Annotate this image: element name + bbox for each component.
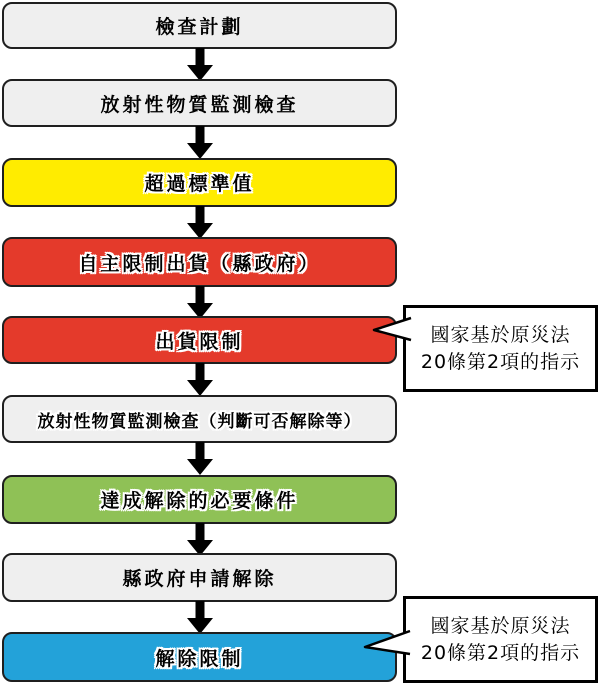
callout-line: 20條第2項的指示 — [420, 350, 581, 373]
callout-line: 國家基於原災法 — [430, 323, 571, 346]
flow-arrow-down-icon — [186, 523, 214, 556]
flow-step-voluntary-shipment-restriction — [2, 237, 397, 287]
flow-step-label: 縣政府申請解除 — [122, 568, 277, 590]
callout-national-directive-1 — [403, 305, 598, 392]
flow-step-label: 出貨限制 — [155, 330, 244, 353]
flow-arrow-down-icon — [186, 601, 214, 634]
flow-step-monitoring-inspection — [2, 79, 397, 127]
flow-step-monitoring-inspection-for-lifting — [2, 395, 397, 443]
flow-arrow-down-icon — [186, 48, 214, 81]
flow-step-label: 放射性物質監測檢查 — [100, 93, 299, 116]
flow-step-lifting-conditions-met — [2, 475, 397, 524]
flow-step-inspection-plan — [2, 2, 397, 49]
flow-step-label: 放射性物質監測檢查（判斷可否解除等） — [37, 411, 362, 432]
callout-tail-icon — [370, 312, 412, 346]
flow-step-label: 達成解除的必要條件 — [100, 490, 299, 512]
flow-step-label: 檢查計劃 — [155, 16, 244, 38]
callout-line: 20條第2項的指示 — [420, 641, 581, 664]
callout-body — [415, 314, 586, 383]
flow-step-shipment-restriction — [2, 316, 397, 364]
flow-arrow-down-icon — [186, 206, 214, 239]
callout-tail-icon — [361, 625, 411, 659]
flow-step-prefecture-applies-for-lifting — [2, 553, 397, 602]
callout-body — [415, 605, 586, 674]
flow-arrow-down-icon — [186, 286, 214, 319]
callout-line: 國家基於原災法 — [430, 614, 571, 637]
flow-arrow-down-icon — [186, 363, 214, 396]
flow-arrow-down-icon — [186, 442, 214, 475]
flow-step-label: 超過標準值 — [144, 173, 255, 195]
flow-step-restriction-lifted — [2, 632, 397, 682]
flow-step-exceeds-standard-value — [2, 158, 397, 207]
flow-step-label: 解除限制 — [155, 647, 244, 670]
flow-arrow-down-icon — [186, 126, 214, 159]
flow-step-label: 自主限制出貨（縣政府） — [78, 252, 321, 275]
callout-national-directive-2 — [403, 596, 598, 683]
